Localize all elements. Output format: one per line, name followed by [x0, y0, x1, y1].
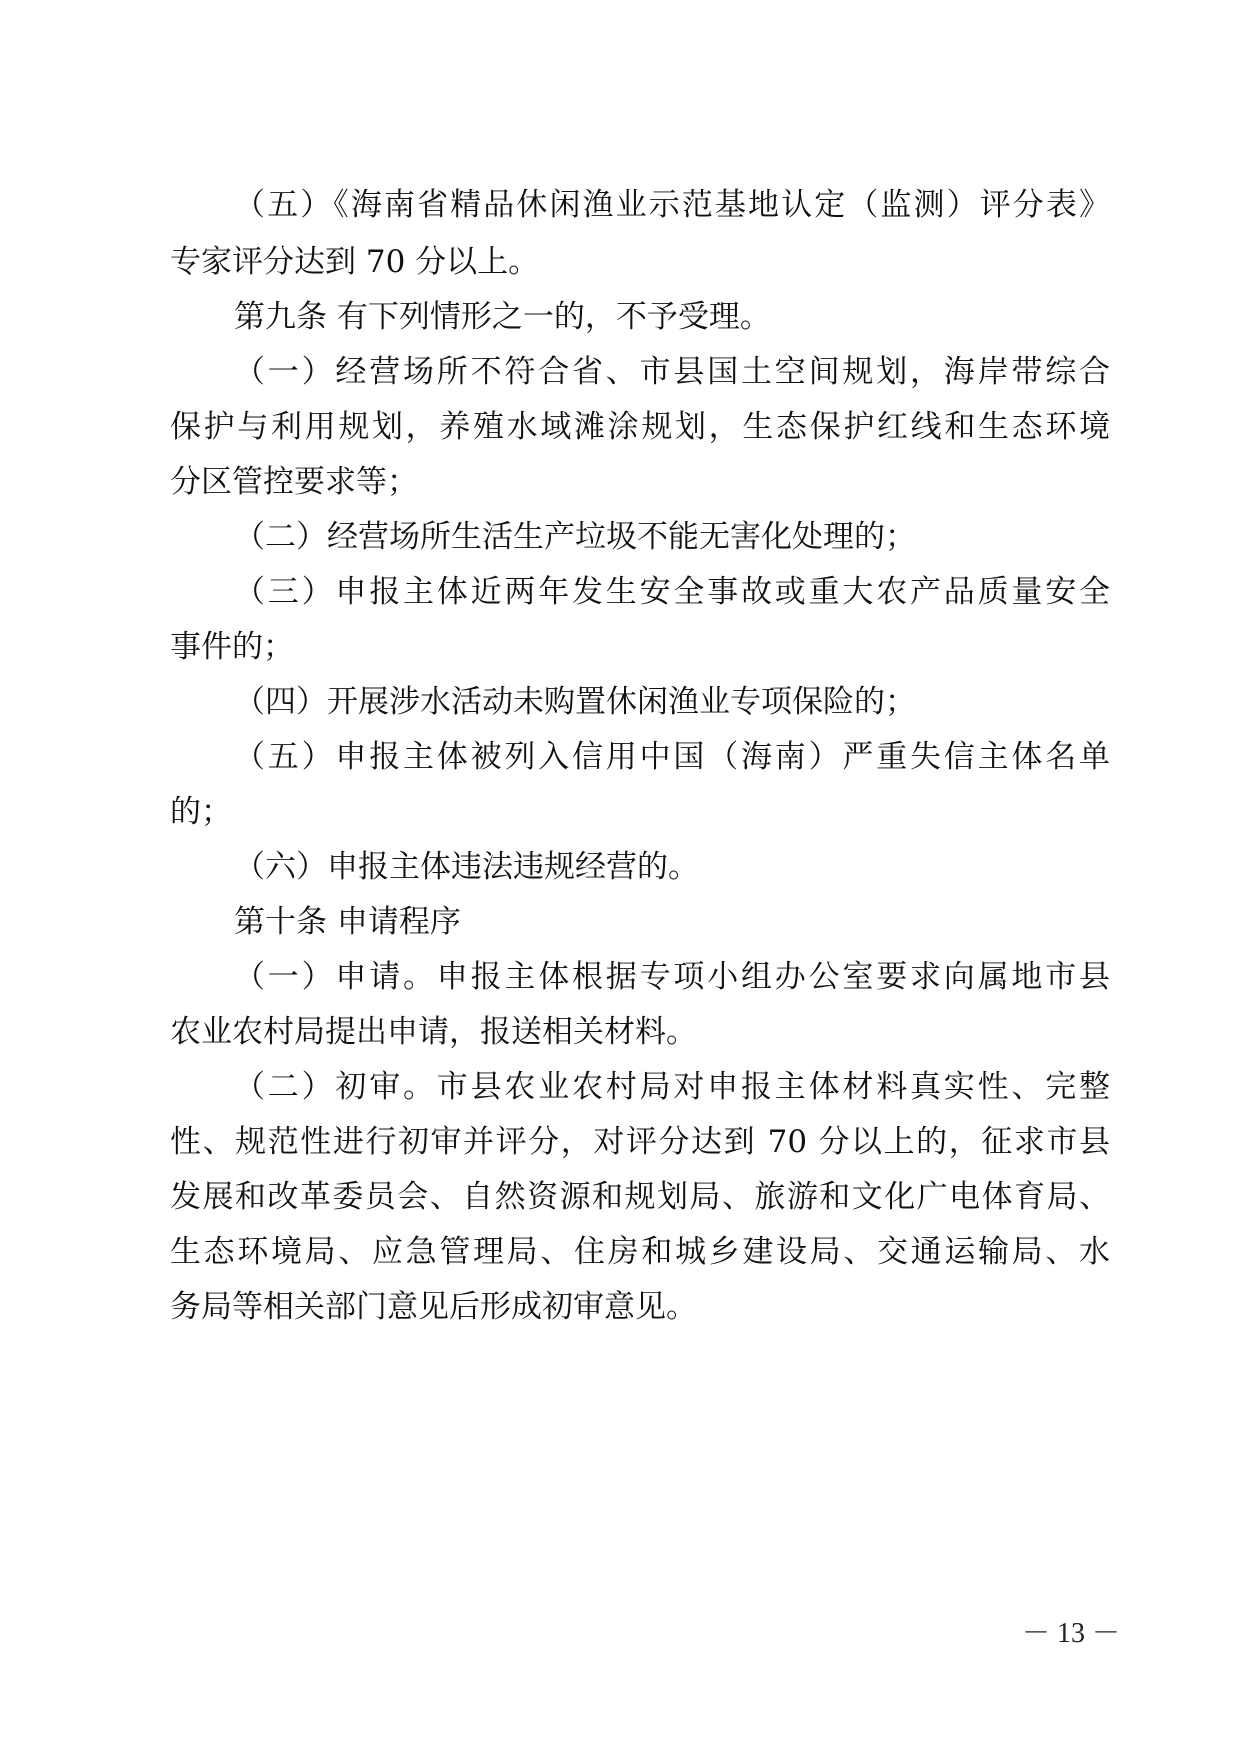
paragraph-line: （六）申报主体违法违规经营的。: [234, 849, 699, 885]
paragraph-line: 专家评分达到 70 分以上。: [170, 244, 540, 280]
paragraph-line: （三）申报主体近两年发生安全事故或重大农产品质量安全: [234, 574, 1110, 610]
paragraph-line: 务局等相关部门意见后形成初审意见。: [170, 1289, 697, 1325]
page-number: － 13 －: [1021, 1618, 1120, 1649]
paragraph-line: 事件的；: [170, 629, 294, 665]
paragraph-line: （一）申请。申报主体根据专项小组办公室要求向属地市县: [234, 959, 1110, 995]
paragraph-line: （五）《海南省精品休闲渔业示范基地认定（监测）评分表》: [234, 187, 1110, 223]
paragraph-line: 性、规范性进行初审并评分，对评分达到 70 分以上的，征求市县: [170, 1124, 1110, 1160]
paragraph-line: 生态环境局、应急管理局、住房和城乡建设局、交通运输局、水: [170, 1234, 1110, 1270]
paragraph-line: （四）开展涉水活动未购置休闲渔业专项保险的；: [234, 684, 916, 720]
paragraph-line: 发展和改革委员会、自然资源和规划局、旅游和文化广电体育局、: [170, 1179, 1110, 1215]
article-heading: 第十条 申请程序: [234, 904, 461, 940]
paragraph-line: 保护与利用规划，养殖水域滩涂规划，生态保护红线和生态环境: [170, 409, 1110, 445]
paragraph-line: （一）经营场所不符合省、市县国土空间规划，海岸带综合: [234, 354, 1110, 390]
article-heading: 第九条 有下列情形之一的，不予受理。: [234, 299, 771, 335]
paragraph-line: （二）经营场所生活生产垃圾不能无害化处理的；: [234, 519, 916, 555]
paragraph-line: （二）初审。市县农业农村局对申报主体材料真实性、完整: [234, 1069, 1110, 1105]
paragraph-line: 分区管控要求等；: [170, 464, 418, 500]
paragraph-line: 的；: [170, 794, 232, 830]
paragraph-line: 农业农村局提出申请，报送相关材料。: [170, 1014, 697, 1050]
paragraph-line: （五）申报主体被列入信用中国（海南）严重失信主体名单: [234, 739, 1110, 775]
